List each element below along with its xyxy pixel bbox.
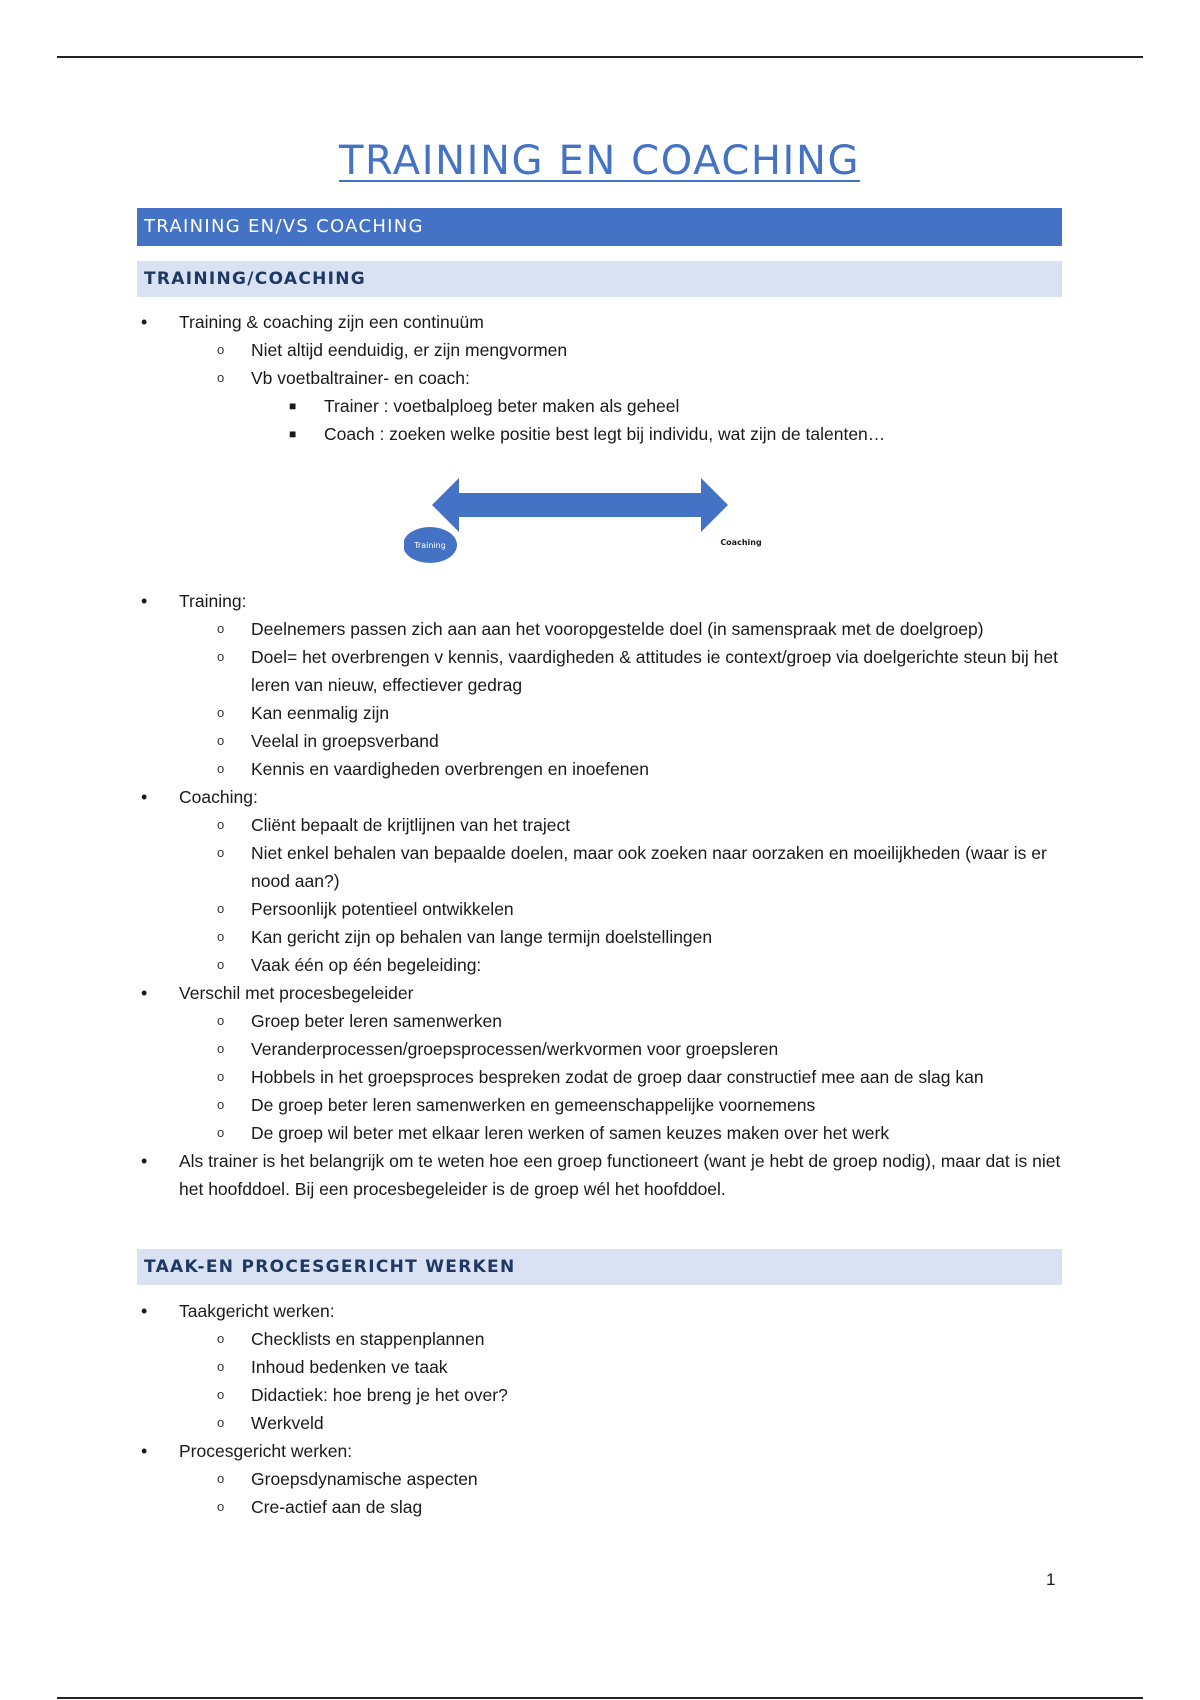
list-item: o Groepsdynamische aspecten xyxy=(217,1469,478,1489)
footer-rule xyxy=(57,1697,1143,1699)
list-item: • Training & coaching zijn een continuüm xyxy=(141,312,484,332)
list-item: • Verschil met procesbegeleider xyxy=(141,983,414,1003)
list-item: o Cliënt bepaalt de krijtlijnen van het traject xyxy=(217,815,571,835)
list-item: o Doel= het overbrengen v kennis, vaardigheden & attitudes ie context/groep via doelgerichte steun bij het leren van nieuw, effectiever gedrag xyxy=(217,647,1058,695)
header-rule xyxy=(57,56,1143,58)
list-item: • Training: xyxy=(141,591,247,611)
list-item: o Kennis en vaardigheden overbrengen en inoefenen xyxy=(217,759,649,779)
list-item: o Didactiek: hoe breng je het over? xyxy=(217,1385,508,1405)
list-item: ■ Coach : zoeken welke positie best legt bij individu, wat zijn de talenten… xyxy=(289,424,886,444)
list-item: o Hobbels in het groepsproces bespreken zodat de groep daar constructief mee aan de slag kan xyxy=(217,1067,984,1087)
list-item: • Als trainer is het belangrijk om te weten hoe een groep functioneert (want je hebt de groep nodig), maar dat is niet het hoofddoel. Bij een procesbegeleider is de groep wél het hoofddoel. xyxy=(141,1151,1061,1199)
list-item: o De groep wil beter met elkaar leren werken of samen keuzes maken over het werk xyxy=(217,1123,890,1143)
document-title: TRAINING EN COACHING xyxy=(338,138,861,184)
list-item: ■ Trainer : voetbalploeg beter maken als geheel xyxy=(289,396,680,416)
list-item: o Inhoud bedenken ve taak xyxy=(217,1357,448,1377)
training-label: Training xyxy=(414,541,446,550)
continuum-arrow-diagram xyxy=(404,470,804,566)
list-item: o Checklists en stappenplannen xyxy=(217,1329,485,1349)
subsection-heading-taak-en-procesgericht: TAAK-EN PROCESGERICHT WERKEN xyxy=(137,1249,1062,1285)
double-arrow-icon xyxy=(432,478,728,532)
list-item: o De groep beter leren samenwerken en gemeenschappelijke voornemens xyxy=(217,1095,816,1115)
list-item: • Coaching: xyxy=(141,787,258,807)
page-number: 1 xyxy=(1046,1570,1056,1589)
list-item: • Taakgericht werken: xyxy=(141,1301,335,1321)
list-continuum xyxy=(137,308,1062,448)
list-item: o Kan eenmalig zijn xyxy=(217,703,390,723)
list-training-coaching xyxy=(137,587,1062,1203)
list-item: • Procesgericht werken: xyxy=(141,1441,353,1461)
section-heading-training-vs-coaching: TRAINING EN/VS COACHING xyxy=(137,208,1062,246)
list-item: o Niet enkel behalen van bepaalde doelen, maar ook zoeken naar oorzaken en moeilijkheden (waar is er nood aan?) xyxy=(217,843,1047,891)
subsection-heading-training-coaching: TRAINING/COACHING xyxy=(137,261,1062,297)
list-item: o Persoonlijk potentieel ontwikkelen xyxy=(217,899,514,919)
list-item: o Veranderprocessen/groepsprocessen/werkvormen voor groepsleren xyxy=(217,1039,779,1059)
list-item: o Kan gericht zijn op behalen van lange termijn doelstellingen xyxy=(217,927,713,947)
list-item: o Cre-actief aan de slag xyxy=(217,1497,423,1517)
coaching-label: Coaching xyxy=(720,538,762,547)
list-item: o Deelnemers passen zich aan aan het vooropgestelde doel (in samenspraak met de doelgroep) xyxy=(217,619,984,639)
list-item: o Werkveld xyxy=(217,1413,324,1433)
list-item: o Niet altijd eenduidig, er zijn mengvormen xyxy=(217,340,568,360)
list-item: o Groep beter leren samenwerken xyxy=(217,1011,502,1031)
list-taak-proces xyxy=(137,1297,1062,1521)
list-item: o Veelal in groepsverband xyxy=(217,731,439,751)
list-item: o Vaak één op één begeleiding: xyxy=(217,955,482,975)
list-item: o Vb voetbaltrainer- en coach: xyxy=(217,368,470,388)
